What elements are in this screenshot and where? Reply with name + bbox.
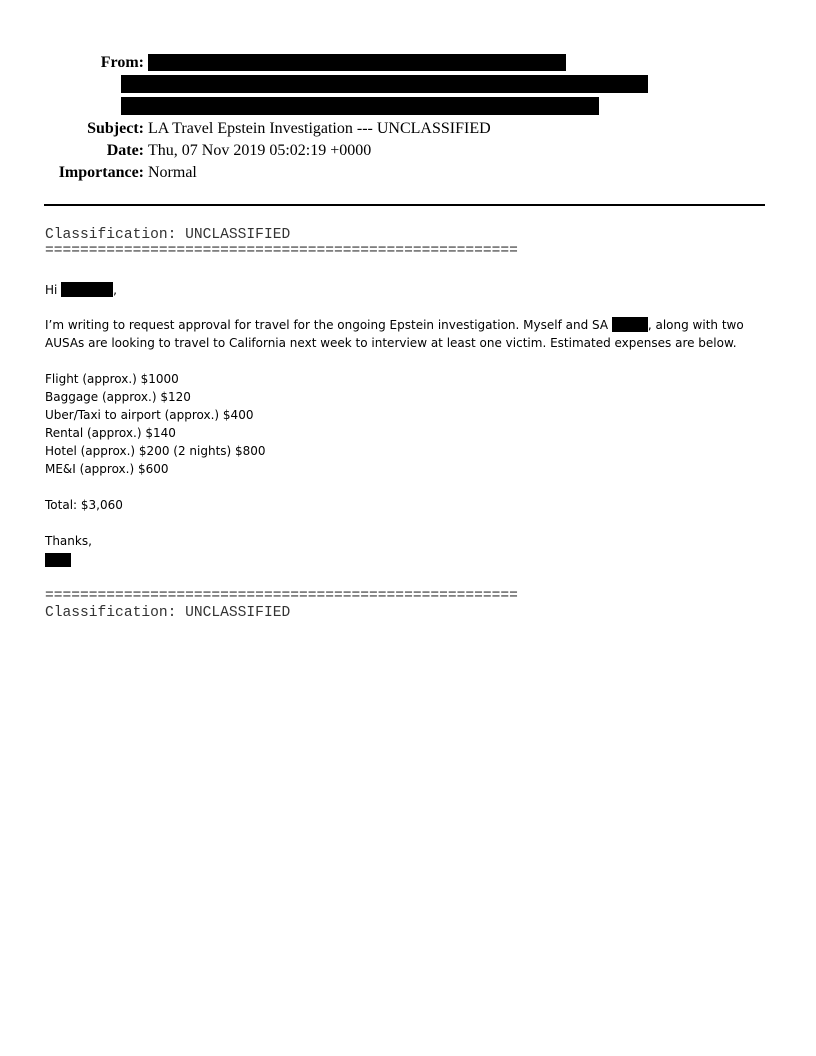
header-divider bbox=[44, 204, 765, 206]
greeting-suffix: , bbox=[113, 283, 117, 297]
redaction-agent-name bbox=[612, 317, 648, 332]
subject-label: Subject: bbox=[87, 120, 144, 137]
greeting bbox=[45, 281, 117, 299]
classification-top: Classification: UNCLASSIFIED bbox=[45, 227, 291, 243]
importance-label: Importance: bbox=[58, 164, 144, 181]
expense-item: Uber/Taxi to airport (approx.) $400 bbox=[45, 408, 254, 422]
paragraph-start: I’m writing to request approval for travel for the ongoing Epstein investigation. Myself and SA bbox=[45, 318, 612, 332]
paragraph-line-1 bbox=[45, 316, 744, 334]
date-value: Thu, 07 Nov 2019 05:02:19 +0000 bbox=[148, 142, 372, 159]
importance-value: Normal bbox=[148, 164, 197, 181]
paragraph-line-2: AUSAs are looking to travel to California next week to interview at least one victim. Estimated expenses are below. bbox=[45, 336, 737, 350]
from-label: From: bbox=[100, 54, 144, 71]
expense-item: ME&I (approx.) $600 bbox=[45, 462, 169, 476]
redaction-recipient bbox=[61, 282, 113, 297]
separator-top: ====================================================== bbox=[45, 243, 518, 259]
separator-bottom: ====================================================== bbox=[45, 588, 518, 604]
expense-item: Flight (approx.) $1000 bbox=[45, 372, 179, 386]
subject-value: LA Travel Epstein Investigation --- UNCLASSIFIED bbox=[148, 120, 491, 137]
redaction-signature bbox=[45, 553, 71, 567]
expense-item: Baggage (approx.) $120 bbox=[45, 390, 191, 404]
expense-item: Hotel (approx.) $200 (2 nights) $800 bbox=[45, 444, 266, 458]
redaction-from-line-3 bbox=[121, 97, 599, 115]
signoff: Thanks, bbox=[45, 534, 92, 548]
date-label: Date: bbox=[106, 142, 144, 159]
redaction-from-line-1 bbox=[148, 54, 566, 71]
redaction-from-line-2 bbox=[121, 75, 648, 93]
paragraph-end: , along with two bbox=[647, 318, 744, 332]
greeting-prefix: Hi bbox=[45, 283, 62, 297]
total-line: Total: $3,060 bbox=[45, 498, 123, 512]
classification-bottom: Classification: UNCLASSIFIED bbox=[45, 605, 291, 621]
expense-item: Rental (approx.) $140 bbox=[45, 426, 176, 440]
